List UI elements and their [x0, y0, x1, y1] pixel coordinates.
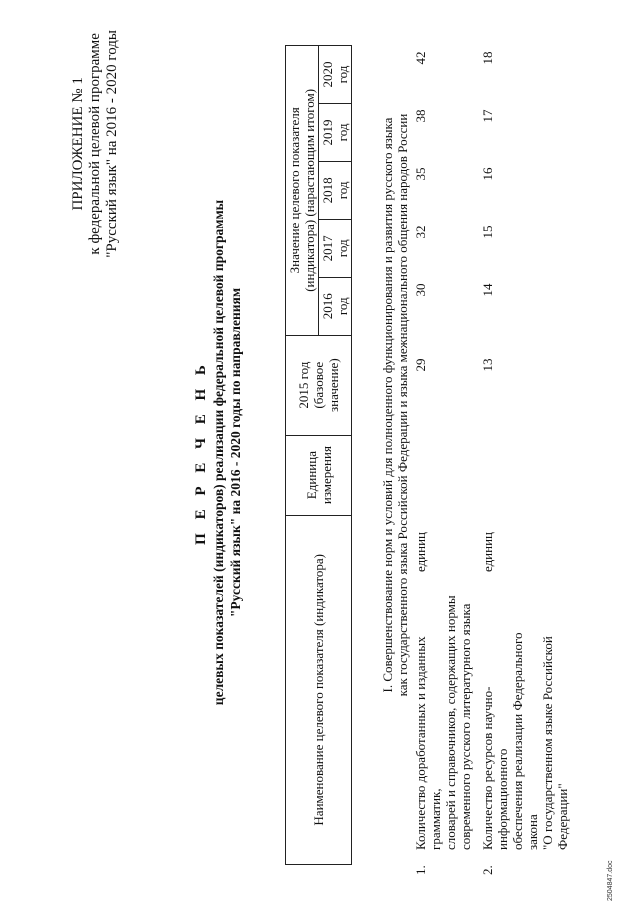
year-unit: год: [335, 123, 350, 142]
name-line: современного русского литературного языка: [458, 603, 473, 850]
name-line: Количество ресурсов научно-информационного: [480, 686, 510, 850]
header-year-2020: [319, 46, 352, 104]
header-base-year: [286, 335, 352, 435]
row-value-2019: 38: [413, 109, 428, 123]
row-base-value: 13: [480, 358, 495, 372]
year-unit: год: [335, 239, 350, 258]
name-line: обеспечения реализации Федерального закона: [510, 632, 540, 850]
row-value-2017: 32: [413, 225, 428, 239]
row-value-2016: 14: [480, 283, 495, 297]
year-unit: год: [335, 181, 350, 200]
header-year-2017: [319, 219, 352, 277]
name-line: Количество доработанных и изданных грамматик,: [413, 636, 443, 850]
row-number: 2.: [480, 865, 495, 875]
section-line-2: как государственного языка Российской Федерации и языка межнационального общения народов России: [395, 113, 410, 697]
section-heading: [380, 45, 410, 765]
header-target-l2: (индикатора) (нарастающим итогом): [302, 88, 317, 292]
row-value-2016: 30: [413, 283, 428, 297]
header-target-l1: Значение целевого показателя: [287, 107, 302, 274]
title-line-2: целевых показателей (индикаторов) реализации федеральной целевой программы: [211, 199, 226, 706]
row-value-2018: 35: [413, 167, 428, 181]
title-line-3: "Русский язык" на 2016 - 2020 годы по направлениям: [228, 287, 243, 618]
row-number: 1.: [413, 865, 428, 875]
header-year-2019: [319, 103, 352, 161]
year-label: 2018: [320, 177, 335, 204]
header-unit-l1: Единица: [303, 451, 319, 500]
row-indicator-name: [480, 595, 570, 850]
row-value-2018: 16: [480, 167, 495, 181]
appendix-header: [70, 30, 121, 258]
header-unit: [286, 435, 352, 515]
year-label: 2017: [320, 235, 335, 262]
header-base-l2: (базовое: [311, 361, 326, 409]
year-unit: год: [335, 65, 350, 84]
appendix-line-3: "Русский язык" на 2016 - 2020 годы: [104, 30, 120, 258]
title-spaced: П Е Р Е Ч Е Н Ь: [193, 360, 209, 545]
header-unit-l2: измерения: [318, 446, 334, 505]
indicators-table-header: [285, 45, 352, 865]
appendix-line-2: к федеральной целевой программе: [87, 33, 103, 255]
year-unit: год: [335, 297, 350, 316]
row-unit: единиц: [413, 531, 428, 573]
row-indicator-name: [413, 595, 473, 850]
row-value-2017: 15: [480, 225, 495, 239]
header-target-values: [286, 46, 319, 336]
document-title: [193, 0, 244, 905]
header-indicator-name: Наименование целевого показателя (индикатора): [286, 515, 352, 864]
header-year-2016: [319, 277, 352, 335]
row-unit: единиц: [480, 531, 495, 573]
header-base-l1: 2015 год: [296, 361, 311, 409]
year-label: 2020: [320, 61, 335, 88]
appendix-title: ПРИЛОЖЕНИЕ № 1: [70, 77, 86, 211]
footer-doc-code: 2504847.doc: [607, 860, 614, 901]
row-value-2020: 18: [480, 51, 495, 65]
header-year-2018: [319, 161, 352, 219]
header-base-l3: значение): [326, 358, 341, 413]
name-line: словарей и справочников, содержащих нормы: [443, 595, 458, 850]
name-line: "О государственном языке Российской Федерации": [540, 636, 570, 850]
row-base-value: 29: [413, 358, 428, 372]
year-label: 2016: [320, 293, 335, 320]
row-value-2019: 17: [480, 109, 495, 123]
row-value-2020: 42: [413, 51, 428, 65]
section-line-1: I. Совершенствование норм и условий для полноценного функционирования и развития русского языка: [380, 117, 395, 693]
year-label: 2019: [320, 119, 335, 146]
